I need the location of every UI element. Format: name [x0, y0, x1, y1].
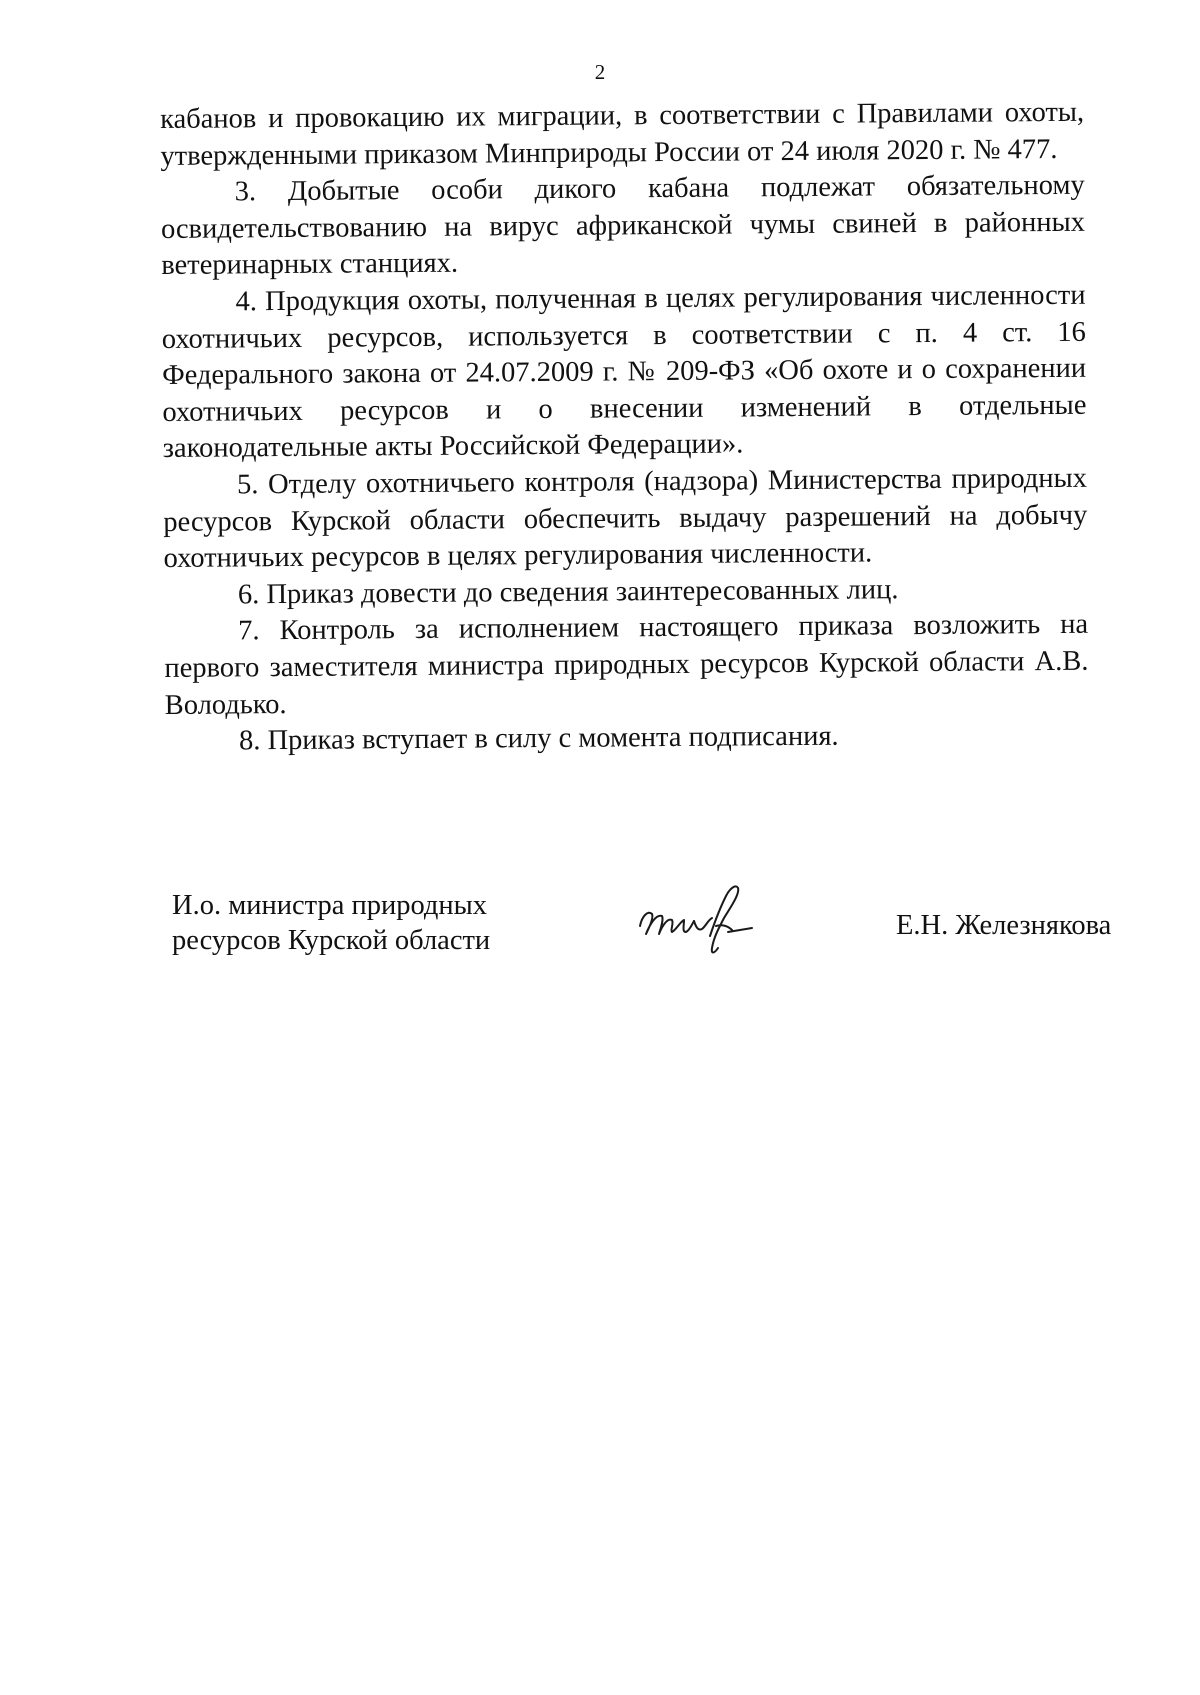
paragraph-item-4: 4. Продукция охоты, полученная в целях регулирования численности охотничьих ресурсов, используется в соответствии с п. 4 ст. 16 Федерального закона от 24.07.2009 г. № 209-ФЗ «Об охоте и о сохранении охотничьих ресурсов и о внесении изменений в отдельные законодательные акты Российской Федерации». — [161, 279, 1087, 465]
handwritten-signature-icon — [632, 874, 762, 964]
paragraph-item-6: 6. Приказ довести до сведения заинтересованных лиц. — [237, 573, 899, 611]
signer-title — [172, 888, 490, 958]
signer-title-line-2: ресурсов Курской области — [172, 925, 491, 956]
document-body — [160, 95, 1089, 761]
paragraph-item-3: 3. Добытые особи дикого кабана подлежат обязательному освидетельствованию на вирус африканской чумы свиней в районных ветеринарных станциях. — [160, 169, 1086, 282]
signer-title-line-1: И.о. министра природных — [172, 890, 488, 921]
paragraph-item-7: 7. Контроль за исполнением настоящего приказа возложить на первого заместителя министра природных ресурсов Курской области А.В. Володько. — [164, 609, 1089, 721]
paragraph-item-5: 5. Отделу охотничьего контроля (надзора) Министерства природных ресурсов Курской области обеспечить выдачу разрешений на добычу охотничьих ресурсов в целях регулирования численности. — [163, 462, 1088, 575]
signer-name: Е.Н. Железнякова — [896, 910, 1112, 941]
paragraph-continuation: кабанов и провокацию их миграции, в соответствии с Правилами охоты, утвержденными приказом Минприроды России от 24 июля 2020 г. № 477. — [160, 96, 1085, 172]
paragraph-item-8: 8. Приказ вступает в силу с момента подписания. — [238, 720, 839, 757]
page-number: 2 — [594, 60, 606, 84]
signature-block — [172, 888, 1112, 978]
